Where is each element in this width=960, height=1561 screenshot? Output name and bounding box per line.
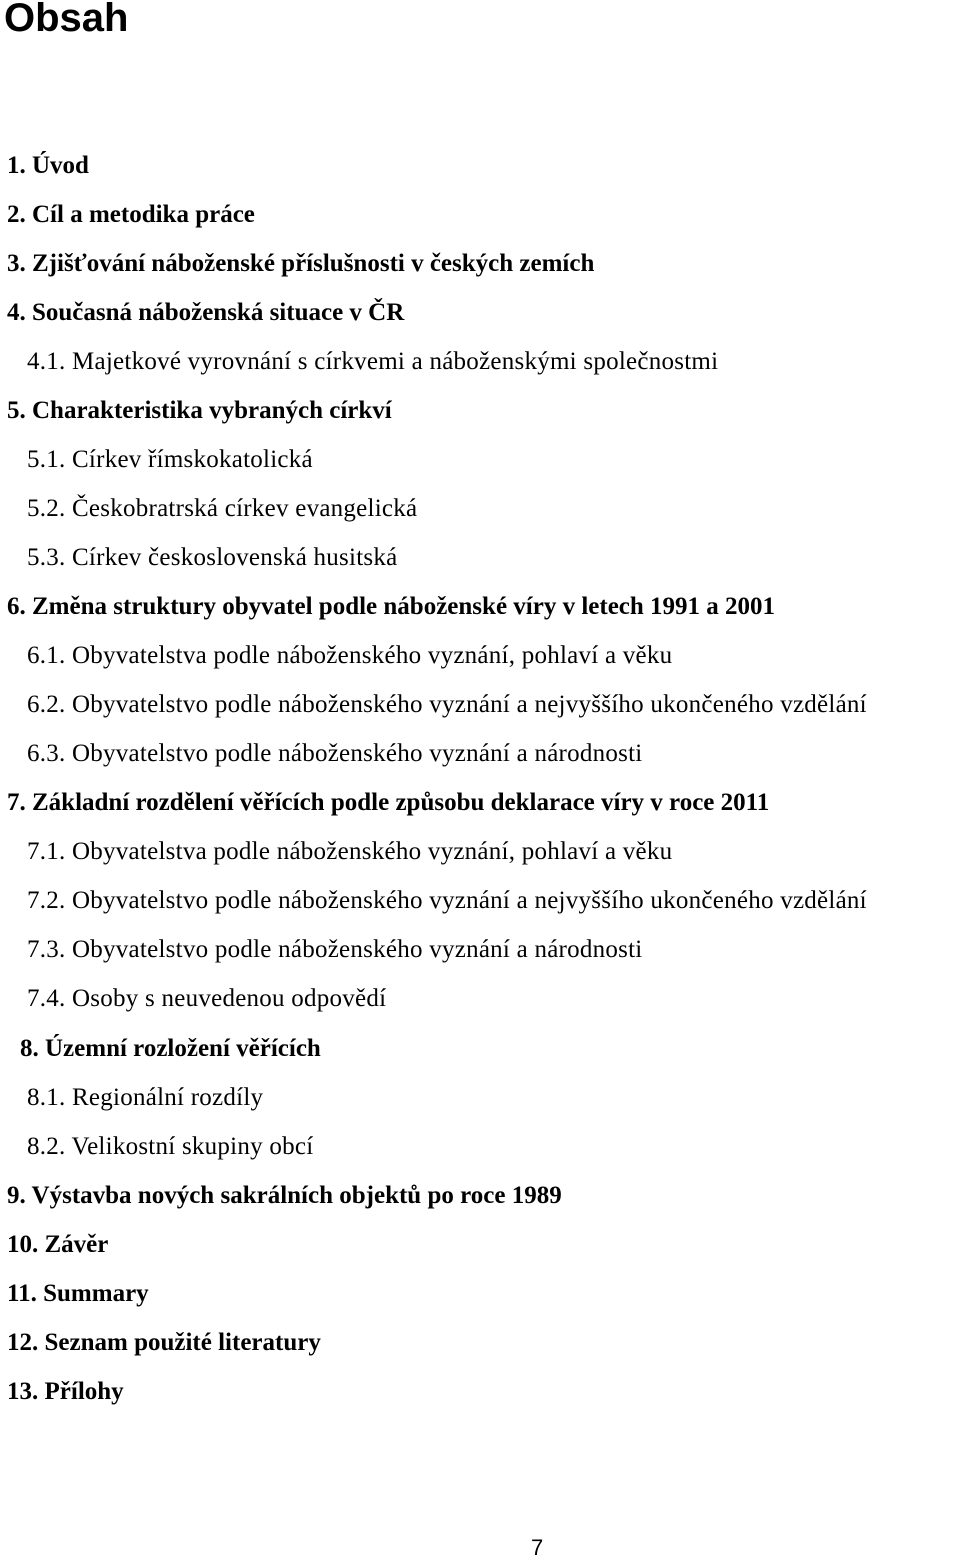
page-number: 7	[531, 1535, 544, 1560]
toc-entry-5: 5. Charakteristika vybraných církví	[7, 397, 392, 424]
toc-entry-6: 6. Změna struktury obyvatel podle náboženské víry v letech 1991 a 2001	[7, 593, 776, 620]
toc-entry-8: 8. Územní rozložení věřících	[20, 1035, 321, 1062]
toc-entry-7-2: 7.2. Obyvatelstvo podle náboženského vyznání a nejvyššího ukončeného vzdělání	[27, 887, 867, 914]
toc-entry-9: 9. Výstavba nových sakrálních objektů po roce 1989	[7, 1182, 562, 1209]
toc-entry-7-3: 7.3. Obyvatelstvo podle náboženského vyznání a národnosti	[27, 936, 643, 963]
toc-entry-1: 1. Úvod	[7, 152, 89, 179]
toc-entry-4: 4. Současná náboženská situace v ČR	[7, 299, 405, 326]
toc-entry-7-1: 7.1. Obyvatelstva podle náboženského vyznání, pohlaví a věku	[27, 838, 673, 865]
toc-entry-6-1: 6.1. Obyvatelstva podle náboženského vyznání, pohlaví a věku	[27, 642, 673, 669]
toc-entry-8-2: 8.2. Velikostní skupiny obcí	[27, 1133, 314, 1160]
toc-entry-13: 13. Přílohy	[7, 1378, 124, 1405]
toc-entry-12: 12. Seznam použité literatury	[7, 1329, 321, 1356]
toc-entry-5-2: 5.2. Českobratrská církev evangelická	[27, 495, 418, 522]
toc-entry-11: 11. Summary	[7, 1280, 149, 1307]
toc-entry-7-4: 7.4. Osoby s neuvedenou odpovědí	[27, 985, 387, 1012]
toc-entry-2: 2. Cíl a metodika práce	[7, 201, 255, 228]
toc-entry-10: 10. Závěr	[7, 1231, 109, 1258]
toc-entry-8-1: 8.1. Regionální rozdíly	[27, 1084, 264, 1111]
toc-entry-6-3: 6.3. Obyvatelstvo podle náboženského vyznání a národnosti	[27, 740, 643, 767]
toc-entry-7: 7. Základní rozdělení věřících podle způsobu deklarace víry v roce 2011	[7, 789, 770, 816]
page-title: Obsah	[4, 0, 129, 40]
toc-entry-6-2: 6.2. Obyvatelstvo podle náboženského vyznání a nejvyššího ukončeného vzdělání	[27, 691, 867, 718]
toc-entry-4-1: 4.1. Majetkové vyrovnání s církvemi a náboženskými společnostmi	[27, 348, 719, 375]
toc-entry-5-3: 5.3. Církev československá husitská	[27, 544, 398, 571]
toc-entry-3: 3. Zjišťování náboženské příslušnosti v českých zemích	[7, 250, 595, 277]
toc-entry-5-1: 5.1. Církev římskokatolická	[27, 446, 313, 473]
